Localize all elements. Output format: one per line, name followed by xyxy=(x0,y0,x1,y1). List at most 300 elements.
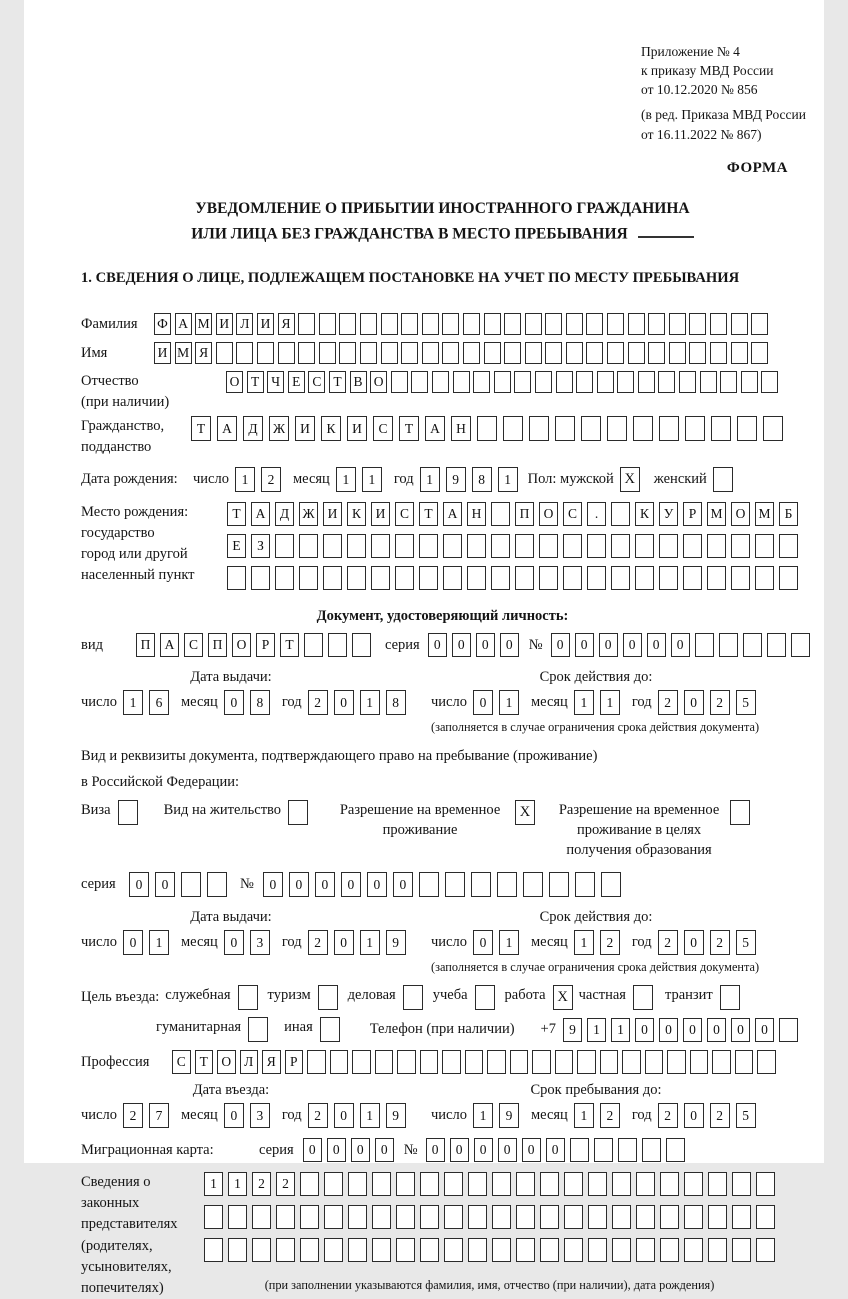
char-box[interactable]: 5 xyxy=(736,1103,756,1128)
char-box[interactable] xyxy=(588,1205,607,1229)
char-box[interactable] xyxy=(420,1205,439,1229)
char-box[interactable]: 2 xyxy=(658,1103,678,1128)
char-box[interactable]: З xyxy=(251,534,270,558)
char-box[interactable]: 2 xyxy=(600,1103,620,1128)
representatives-row1-input[interactable] xyxy=(204,1172,775,1196)
char-box[interactable] xyxy=(667,1050,686,1074)
char-box[interactable] xyxy=(689,313,706,335)
birth-month-input[interactable] xyxy=(336,467,382,492)
char-box[interactable] xyxy=(707,534,726,558)
char-box[interactable] xyxy=(635,566,654,590)
char-box[interactable] xyxy=(396,1238,415,1262)
char-box[interactable] xyxy=(516,1205,535,1229)
char-box[interactable]: 9 xyxy=(386,930,406,955)
birth-place-row3-input[interactable] xyxy=(227,566,798,590)
char-box[interactable] xyxy=(444,1238,463,1262)
char-box[interactable]: 6 xyxy=(149,690,169,715)
char-box[interactable] xyxy=(391,371,408,393)
work-checkbox[interactable] xyxy=(553,985,573,1010)
char-box[interactable] xyxy=(298,313,315,335)
char-box[interactable] xyxy=(465,1050,484,1074)
char-box[interactable] xyxy=(204,1205,223,1229)
birth-place-row1-input[interactable] xyxy=(227,502,798,526)
char-box[interactable]: 9 xyxy=(563,1018,582,1042)
humanitarian-checkbox[interactable] xyxy=(248,1017,268,1042)
char-box[interactable] xyxy=(395,534,414,558)
char-box[interactable] xyxy=(617,371,634,393)
char-box[interactable]: 1 xyxy=(574,690,594,715)
study-checkbox[interactable] xyxy=(475,985,495,1010)
char-box[interactable] xyxy=(719,633,738,657)
char-box[interactable]: Ж xyxy=(269,416,289,441)
char-box[interactable] xyxy=(375,1050,394,1074)
char-box[interactable] xyxy=(658,371,675,393)
char-box[interactable]: 9 xyxy=(446,467,466,492)
char-box[interactable]: 2 xyxy=(710,930,730,955)
birth-place-row2-input[interactable] xyxy=(227,534,798,558)
char-box[interactable]: 1 xyxy=(498,467,518,492)
char-box[interactable] xyxy=(323,566,342,590)
char-box[interactable]: К xyxy=(347,502,366,526)
char-box[interactable] xyxy=(432,371,449,393)
char-box[interactable] xyxy=(228,1205,247,1229)
char-box[interactable] xyxy=(660,1238,679,1262)
char-box[interactable]: 1 xyxy=(587,1018,606,1042)
char-box[interactable]: 0 xyxy=(334,930,354,955)
char-box[interactable]: О xyxy=(539,502,558,526)
char-box[interactable] xyxy=(540,1238,559,1262)
char-box[interactable] xyxy=(444,1172,463,1196)
identity-expiry-day-input[interactable] xyxy=(473,690,519,715)
char-box[interactable] xyxy=(540,1172,559,1196)
char-box[interactable] xyxy=(515,534,534,558)
char-box[interactable] xyxy=(420,1050,439,1074)
char-box[interactable]: А xyxy=(425,416,445,441)
char-box[interactable]: 0 xyxy=(224,690,244,715)
visa-checkbox[interactable] xyxy=(118,800,138,825)
char-box[interactable] xyxy=(756,1172,775,1196)
char-box[interactable]: Н xyxy=(451,416,471,441)
char-box[interactable] xyxy=(612,1172,631,1196)
char-box[interactable] xyxy=(732,1238,751,1262)
char-box[interactable] xyxy=(525,342,542,364)
char-box[interactable]: Ж xyxy=(299,502,318,526)
char-box[interactable]: 0 xyxy=(452,633,471,657)
char-box[interactable]: С xyxy=(395,502,414,526)
char-box[interactable] xyxy=(757,1050,776,1074)
char-box[interactable] xyxy=(660,1172,679,1196)
char-box[interactable] xyxy=(628,342,645,364)
char-box[interactable]: 0 xyxy=(289,872,309,897)
char-box[interactable] xyxy=(257,342,274,364)
char-box[interactable]: С xyxy=(308,371,325,393)
char-box[interactable]: 0 xyxy=(341,872,361,897)
char-box[interactable] xyxy=(360,313,377,335)
char-box[interactable] xyxy=(504,342,521,364)
char-box[interactable] xyxy=(683,566,702,590)
char-box[interactable]: 0 xyxy=(367,872,387,897)
char-box[interactable]: 0 xyxy=(426,1138,445,1162)
char-box[interactable]: Ф xyxy=(154,313,171,335)
char-box[interactable] xyxy=(300,1238,319,1262)
char-box[interactable] xyxy=(545,342,562,364)
char-box[interactable]: 0 xyxy=(473,690,493,715)
char-box[interactable] xyxy=(708,1172,727,1196)
char-box[interactable] xyxy=(298,342,315,364)
char-box[interactable]: . xyxy=(587,502,606,526)
char-box[interactable] xyxy=(319,342,336,364)
char-box[interactable] xyxy=(252,1238,271,1262)
char-box[interactable]: 0 xyxy=(315,872,335,897)
char-box[interactable] xyxy=(324,1205,343,1229)
char-box[interactable] xyxy=(371,566,390,590)
char-box[interactable] xyxy=(252,1205,271,1229)
char-box[interactable] xyxy=(487,1050,506,1074)
char-box[interactable]: 1 xyxy=(360,930,380,955)
char-box[interactable] xyxy=(761,371,778,393)
char-box[interactable]: 2 xyxy=(308,690,328,715)
phone-input[interactable] xyxy=(563,1018,798,1042)
char-box[interactable]: 0 xyxy=(327,1138,346,1162)
char-box[interactable]: И xyxy=(371,502,390,526)
char-box[interactable] xyxy=(743,633,762,657)
char-box[interactable] xyxy=(711,416,731,441)
char-box[interactable]: Д xyxy=(243,416,263,441)
char-box[interactable] xyxy=(587,566,606,590)
char-box[interactable] xyxy=(516,1172,535,1196)
char-box[interactable]: 0 xyxy=(647,633,666,657)
char-box[interactable] xyxy=(669,313,686,335)
char-box[interactable]: 1 xyxy=(360,690,380,715)
char-box[interactable] xyxy=(181,872,201,897)
char-box[interactable]: 1 xyxy=(600,690,620,715)
char-box[interactable]: X xyxy=(620,467,640,492)
tourism-checkbox[interactable] xyxy=(318,985,338,1010)
char-box[interactable]: 0 xyxy=(731,1018,750,1042)
char-box[interactable] xyxy=(324,1172,343,1196)
char-box[interactable]: 0 xyxy=(123,930,143,955)
char-box[interactable]: О xyxy=(217,1050,236,1074)
char-box[interactable] xyxy=(737,416,757,441)
char-box[interactable]: И xyxy=(323,502,342,526)
char-box[interactable] xyxy=(660,1205,679,1229)
char-box[interactable] xyxy=(633,416,653,441)
residence-expiry-month-input[interactable] xyxy=(574,930,620,955)
char-box[interactable] xyxy=(381,313,398,335)
birth-year-input[interactable] xyxy=(420,467,518,492)
char-box[interactable] xyxy=(348,1205,367,1229)
char-box[interactable]: 0 xyxy=(474,1138,493,1162)
other-checkbox[interactable] xyxy=(320,1017,340,1042)
char-box[interactable]: 1 xyxy=(574,1103,594,1128)
char-box[interactable]: И xyxy=(257,313,274,335)
char-box[interactable] xyxy=(586,313,603,335)
char-box[interactable]: 5 xyxy=(736,930,756,955)
char-box[interactable]: 0 xyxy=(498,1138,517,1162)
business-checkbox[interactable] xyxy=(403,985,423,1010)
char-box[interactable] xyxy=(555,416,575,441)
stay-year-input[interactable] xyxy=(658,1103,756,1128)
char-box[interactable]: М xyxy=(707,502,726,526)
char-box[interactable] xyxy=(422,313,439,335)
char-box[interactable] xyxy=(648,342,665,364)
char-box[interactable]: 1 xyxy=(473,1103,493,1128)
char-box[interactable]: 1 xyxy=(360,1103,380,1128)
char-box[interactable] xyxy=(330,1050,349,1074)
char-box[interactable] xyxy=(445,872,465,897)
char-box[interactable] xyxy=(300,1205,319,1229)
char-box[interactable] xyxy=(422,342,439,364)
char-box[interactable] xyxy=(227,566,246,590)
char-box[interactable]: 0 xyxy=(755,1018,774,1042)
char-box[interactable]: 1 xyxy=(499,930,519,955)
char-box[interactable]: Я xyxy=(278,313,295,335)
char-box[interactable] xyxy=(491,566,510,590)
char-box[interactable] xyxy=(419,566,438,590)
char-box[interactable] xyxy=(401,342,418,364)
char-box[interactable] xyxy=(564,1205,583,1229)
char-box[interactable] xyxy=(539,566,558,590)
char-box[interactable]: 1 xyxy=(336,467,356,492)
char-box[interactable] xyxy=(611,534,630,558)
char-box[interactable]: А xyxy=(443,502,462,526)
char-box[interactable] xyxy=(779,1018,798,1042)
char-box[interactable] xyxy=(555,1050,574,1074)
char-box[interactable]: 0 xyxy=(334,690,354,715)
char-box[interactable] xyxy=(324,1238,343,1262)
char-box[interactable]: 0 xyxy=(155,872,175,897)
char-box[interactable] xyxy=(484,342,501,364)
char-box[interactable] xyxy=(689,342,706,364)
char-box[interactable] xyxy=(514,371,531,393)
char-box[interactable]: Т xyxy=(191,416,211,441)
char-box[interactable] xyxy=(207,872,227,897)
residence-permit-checkbox[interactable] xyxy=(288,800,308,825)
char-box[interactable] xyxy=(700,371,717,393)
char-box[interactable] xyxy=(492,1238,511,1262)
char-box[interactable] xyxy=(347,566,366,590)
char-box[interactable] xyxy=(118,800,138,825)
char-box[interactable] xyxy=(318,985,338,1010)
char-box[interactable] xyxy=(735,1050,754,1074)
char-box[interactable]: 0 xyxy=(707,1018,726,1042)
char-box[interactable] xyxy=(372,1172,391,1196)
birth-day-input[interactable] xyxy=(235,467,281,492)
char-box[interactable] xyxy=(683,534,702,558)
char-box[interactable] xyxy=(638,371,655,393)
char-box[interactable]: Т xyxy=(280,633,299,657)
char-box[interactable]: М xyxy=(195,313,212,335)
char-box[interactable]: 0 xyxy=(599,633,618,657)
char-box[interactable] xyxy=(731,566,750,590)
residence-series-input[interactable] xyxy=(129,872,227,897)
char-box[interactable] xyxy=(473,371,490,393)
char-box[interactable]: 1 xyxy=(204,1172,223,1196)
char-box[interactable] xyxy=(299,566,318,590)
sex-female-checkbox[interactable] xyxy=(713,467,733,492)
char-box[interactable] xyxy=(755,534,774,558)
char-box[interactable] xyxy=(707,566,726,590)
char-box[interactable]: 9 xyxy=(386,1103,406,1128)
char-box[interactable] xyxy=(320,1017,340,1042)
char-box[interactable]: Т xyxy=(419,502,438,526)
char-box[interactable] xyxy=(570,1138,589,1162)
char-box[interactable] xyxy=(348,1238,367,1262)
char-box[interactable] xyxy=(491,502,510,526)
char-box[interactable] xyxy=(636,1205,655,1229)
char-box[interactable] xyxy=(566,313,583,335)
char-box[interactable] xyxy=(633,985,653,1010)
char-box[interactable]: 0 xyxy=(351,1138,370,1162)
char-box[interactable] xyxy=(601,872,621,897)
char-box[interactable]: Е xyxy=(227,534,246,558)
char-box[interactable] xyxy=(713,467,733,492)
identity-doc-number-input[interactable] xyxy=(551,633,810,657)
char-box[interactable]: 0 xyxy=(522,1138,541,1162)
char-box[interactable] xyxy=(648,313,665,335)
char-box[interactable] xyxy=(248,1017,268,1042)
char-box[interactable] xyxy=(275,566,294,590)
char-box[interactable] xyxy=(276,1205,295,1229)
char-box[interactable] xyxy=(371,534,390,558)
char-box[interactable] xyxy=(504,313,521,335)
char-box[interactable] xyxy=(494,371,511,393)
char-box[interactable] xyxy=(685,416,705,441)
char-box[interactable]: 0 xyxy=(224,930,244,955)
char-box[interactable] xyxy=(503,416,523,441)
char-box[interactable] xyxy=(463,342,480,364)
char-box[interactable]: Ч xyxy=(267,371,284,393)
char-box[interactable]: И xyxy=(295,416,315,441)
char-box[interactable] xyxy=(304,633,323,657)
char-box[interactable]: 3 xyxy=(250,1103,270,1128)
char-box[interactable] xyxy=(741,371,758,393)
char-box[interactable] xyxy=(659,566,678,590)
char-box[interactable] xyxy=(529,416,549,441)
char-box[interactable] xyxy=(628,313,645,335)
given-name-input[interactable] xyxy=(154,342,768,364)
char-box[interactable] xyxy=(328,633,347,657)
profession-input[interactable] xyxy=(172,1050,776,1074)
char-box[interactable] xyxy=(443,534,462,558)
char-box[interactable]: 0 xyxy=(683,1018,702,1042)
char-box[interactable]: 1 xyxy=(611,1018,630,1042)
temp-residence-checkbox[interactable] xyxy=(515,800,535,825)
char-box[interactable] xyxy=(575,872,595,897)
char-box[interactable]: 3 xyxy=(250,930,270,955)
char-box[interactable]: 0 xyxy=(375,1138,394,1162)
char-box[interactable] xyxy=(607,313,624,335)
temp-residence-education-checkbox[interactable] xyxy=(730,800,750,825)
char-box[interactable] xyxy=(401,313,418,335)
char-box[interactable] xyxy=(419,534,438,558)
char-box[interactable]: Р xyxy=(683,502,702,526)
char-box[interactable] xyxy=(467,566,486,590)
char-box[interactable] xyxy=(587,534,606,558)
char-box[interactable]: М xyxy=(175,342,192,364)
char-box[interactable] xyxy=(731,342,748,364)
char-box[interactable] xyxy=(216,342,233,364)
char-box[interactable] xyxy=(597,371,614,393)
char-box[interactable] xyxy=(360,342,377,364)
char-box[interactable]: Т xyxy=(195,1050,214,1074)
char-box[interactable]: А xyxy=(251,502,270,526)
char-box[interactable]: 0 xyxy=(575,633,594,657)
char-box[interactable]: 0 xyxy=(476,633,495,657)
char-box[interactable] xyxy=(475,985,495,1010)
identity-expiry-month-input[interactable] xyxy=(574,690,620,715)
char-box[interactable]: 5 xyxy=(736,690,756,715)
char-box[interactable] xyxy=(468,1205,487,1229)
char-box[interactable] xyxy=(477,416,497,441)
char-box[interactable] xyxy=(307,1050,326,1074)
char-box[interactable]: X xyxy=(515,800,535,825)
char-box[interactable] xyxy=(695,633,714,657)
char-box[interactable]: 2 xyxy=(710,1103,730,1128)
char-box[interactable] xyxy=(690,1050,709,1074)
char-box[interactable] xyxy=(594,1138,613,1162)
char-box[interactable] xyxy=(395,566,414,590)
sex-male-checkbox[interactable] xyxy=(620,467,640,492)
char-box[interactable] xyxy=(607,342,624,364)
char-box[interactable]: 8 xyxy=(472,467,492,492)
char-box[interactable]: 1 xyxy=(123,690,143,715)
char-box[interactable] xyxy=(564,1238,583,1262)
char-box[interactable]: У xyxy=(659,502,678,526)
char-box[interactable]: 0 xyxy=(393,872,413,897)
char-box[interactable] xyxy=(666,1138,685,1162)
char-box[interactable] xyxy=(339,313,356,335)
char-box[interactable] xyxy=(228,1238,247,1262)
representatives-row2-input[interactable] xyxy=(204,1205,775,1229)
char-box[interactable]: 0 xyxy=(684,930,704,955)
char-box[interactable] xyxy=(492,1172,511,1196)
identity-doc-type-input[interactable] xyxy=(136,633,371,657)
char-box[interactable] xyxy=(442,313,459,335)
char-box[interactable]: Т xyxy=(227,502,246,526)
char-box[interactable] xyxy=(236,342,253,364)
char-box[interactable] xyxy=(523,872,543,897)
char-box[interactable] xyxy=(204,1238,223,1262)
char-box[interactable]: Т xyxy=(399,416,419,441)
char-box[interactable] xyxy=(372,1205,391,1229)
char-box[interactable]: X xyxy=(553,985,573,1010)
char-box[interactable] xyxy=(372,1238,391,1262)
char-box[interactable] xyxy=(238,985,258,1010)
char-box[interactable] xyxy=(420,1238,439,1262)
char-box[interactable]: П xyxy=(515,502,534,526)
char-box[interactable]: О xyxy=(232,633,251,657)
char-box[interactable] xyxy=(403,985,423,1010)
char-box[interactable] xyxy=(731,313,748,335)
char-box[interactable] xyxy=(730,800,750,825)
char-box[interactable] xyxy=(396,1205,415,1229)
char-box[interactable]: 0 xyxy=(303,1138,322,1162)
char-box[interactable] xyxy=(581,416,601,441)
char-box[interactable] xyxy=(635,534,654,558)
char-box[interactable]: 2 xyxy=(308,930,328,955)
char-box[interactable]: О xyxy=(370,371,387,393)
char-box[interactable]: Н xyxy=(467,502,486,526)
char-box[interactable]: 1 xyxy=(228,1172,247,1196)
char-box[interactable] xyxy=(467,534,486,558)
char-box[interactable]: 0 xyxy=(473,930,493,955)
char-box[interactable] xyxy=(323,534,342,558)
char-box[interactable] xyxy=(251,566,270,590)
char-box[interactable] xyxy=(525,313,542,335)
char-box[interactable] xyxy=(732,1205,751,1229)
char-box[interactable] xyxy=(669,342,686,364)
